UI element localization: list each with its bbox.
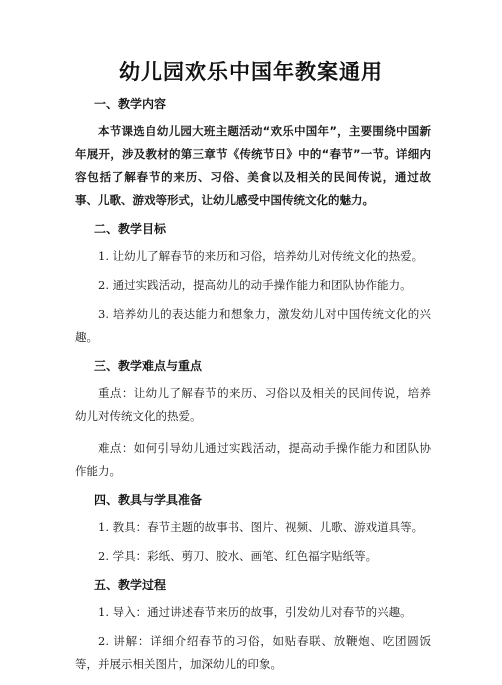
paragraph-process-2: 2. 讲解：详细介绍春节的习俗，如贴春联、放鞭炮、吃团圆饭等，并展示相关图片，加深幼儿的印象。: [75, 634, 431, 671]
paragraph-process-1: 1. 导入：通过讲述春节来历的故事，引发幼儿对春节的兴趣。: [98, 605, 412, 619]
section-heading-teaching-aids: 四、教具与学具准备: [94, 493, 203, 507]
document-body: [75, 96, 431, 685]
paragraph-focus: 重点：让幼儿了解春节的来历、习俗以及相关的民间传说，培养幼儿对传统文化的热爱。: [75, 386, 431, 423]
section-heading-teaching-content: 一、教学内容: [94, 97, 167, 111]
section-heading-teaching-process: 五、教学过程: [94, 578, 167, 592]
paragraph-goal-1: 1. 让幼儿了解春节的来历和习俗，培养幼儿对传统文化的热爱。: [98, 249, 424, 263]
paragraph-goal-3: 3. 培养幼儿的表达能力和想象力，激发幼儿对中国传统文化的兴趣。: [75, 307, 431, 344]
document-title: 幼儿园欢乐中国年教案通用: [119, 60, 383, 84]
paragraph-difficulty: 难点：如何引导幼儿通过实践活动，提高动手操作能力和团队协作能力。: [75, 441, 431, 478]
paragraph-aids-2: 2. 学具：彩纸、剪刀、胶水、画笔、红色福字贴纸等。: [98, 549, 378, 563]
paragraph-teaching-content: 本节课选自幼儿园大班主题活动“欢乐中国年”，主要围绕中国新年展开，涉及教材的第三章节《传统节日》中的“春节”一节。详细内容包括了解春节的来历、习俗、美食以及相关的民间传说，通过故事、儿歌、游戏等形式，让幼儿感受中国传统文化的魅力。: [75, 124, 431, 207]
section-heading-teaching-goals: 二、教学目标: [94, 222, 167, 236]
paragraph-aids-1: 1. 教具：春节主题的故事书、图片、视频、儿歌、游戏道具等。: [98, 520, 424, 534]
paragraph-goal-2: 2. 通过实践活动，提高幼儿的动手操作能力和团队协作能力。: [98, 278, 412, 292]
section-heading-difficulties-and-focus: 三、教学难点与重点: [94, 359, 203, 373]
